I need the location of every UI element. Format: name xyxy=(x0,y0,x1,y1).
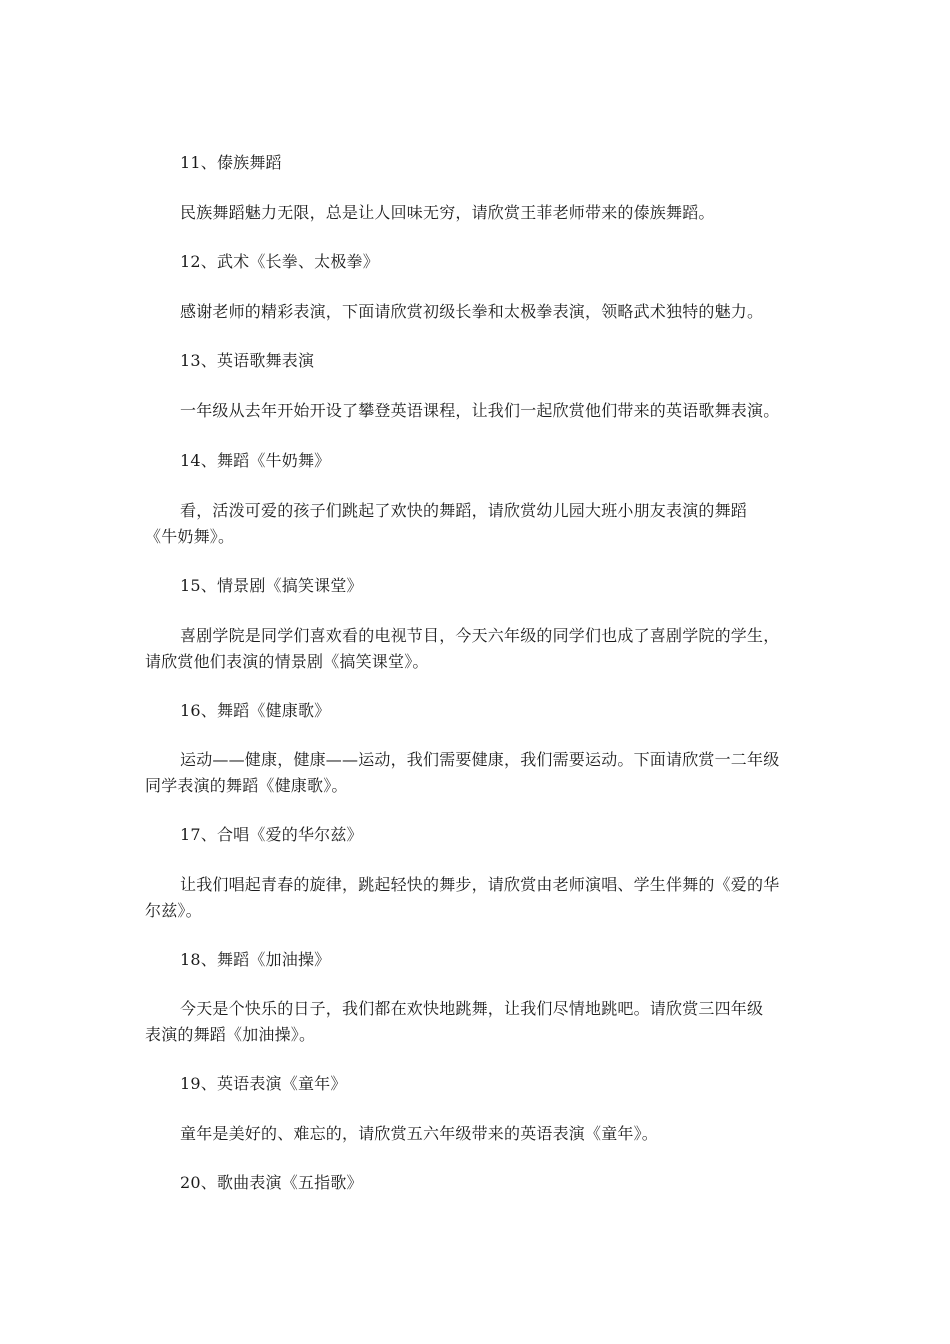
item-paragraph-line: 民族舞蹈魅力无限，总是让人回味无穷，请欣赏王菲老师带来的傣族舞蹈。 xyxy=(180,203,715,222)
item-paragraph-line: 请欣赏他们表演的情景剧《搞笑课堂》。 xyxy=(145,652,429,671)
item-heading: 15、情景剧《搞笑课堂》 xyxy=(180,576,363,595)
item-paragraph-line: 看，活泼可爱的孩子们跳起了欢快的舞蹈，请欣赏幼儿园大班小朋友表演的舞蹈 xyxy=(180,501,748,520)
item-heading: 17、合唱《爱的华尔兹》 xyxy=(180,825,363,844)
item-heading: 14、舞蹈《牛奶舞》 xyxy=(180,451,331,470)
item-paragraph-line: 喜剧学院是同学们喜欢看的电视节目，今天六年级的同学们也成了喜剧学院的学生， xyxy=(180,626,780,645)
item-paragraph-line: 感谢老师的精彩表演，下面请欣赏初级长拳和太极拳表演，领略武术独特的魅力。 xyxy=(180,302,764,321)
item-paragraph-line: 同学表演的舞蹈《健康歌》。 xyxy=(145,776,348,795)
item-paragraph-line: 一年级从去年开始开设了攀登英语课程，让我们一起欣赏他们带来的英语歌舞表演。 xyxy=(180,401,780,420)
item-paragraph-line: 表演的舞蹈《加油操》。 xyxy=(145,1025,316,1044)
item-paragraph-line: 尔兹》。 xyxy=(145,901,202,920)
item-heading: 16、舞蹈《健康歌》 xyxy=(180,701,331,720)
item-paragraph-line: 童年是美好的、难忘的，请欣赏五六年级带来的英语表演《童年》。 xyxy=(180,1124,659,1143)
item-paragraph-line: 今天是个快乐的日子，我们都在欢快地跳舞，让我们尽情地跳吧。请欣赏三四年级 xyxy=(180,999,764,1018)
item-heading: 20、歌曲表演《五指歌》 xyxy=(180,1173,363,1192)
item-heading: 18、舞蹈《加油操》 xyxy=(180,950,331,969)
item-heading: 19、英语表演《童年》 xyxy=(180,1074,347,1093)
item-heading: 12、武术《长拳、太极拳》 xyxy=(180,252,379,271)
item-paragraph-line: 《牛奶舞》。 xyxy=(145,527,235,546)
item-paragraph-line: 让我们唱起青春的旋律，跳起轻快的舞步，请欣赏由老师演唱、学生伴舞的《爱的华 xyxy=(180,875,780,894)
item-heading: 11、傣族舞蹈 xyxy=(180,153,282,172)
item-heading: 13、英语歌舞表演 xyxy=(180,351,315,370)
item-paragraph-line: 运动——健康，健康——运动，我们需要健康，我们需要运动。下面请欣赏一二年级 xyxy=(180,750,780,769)
